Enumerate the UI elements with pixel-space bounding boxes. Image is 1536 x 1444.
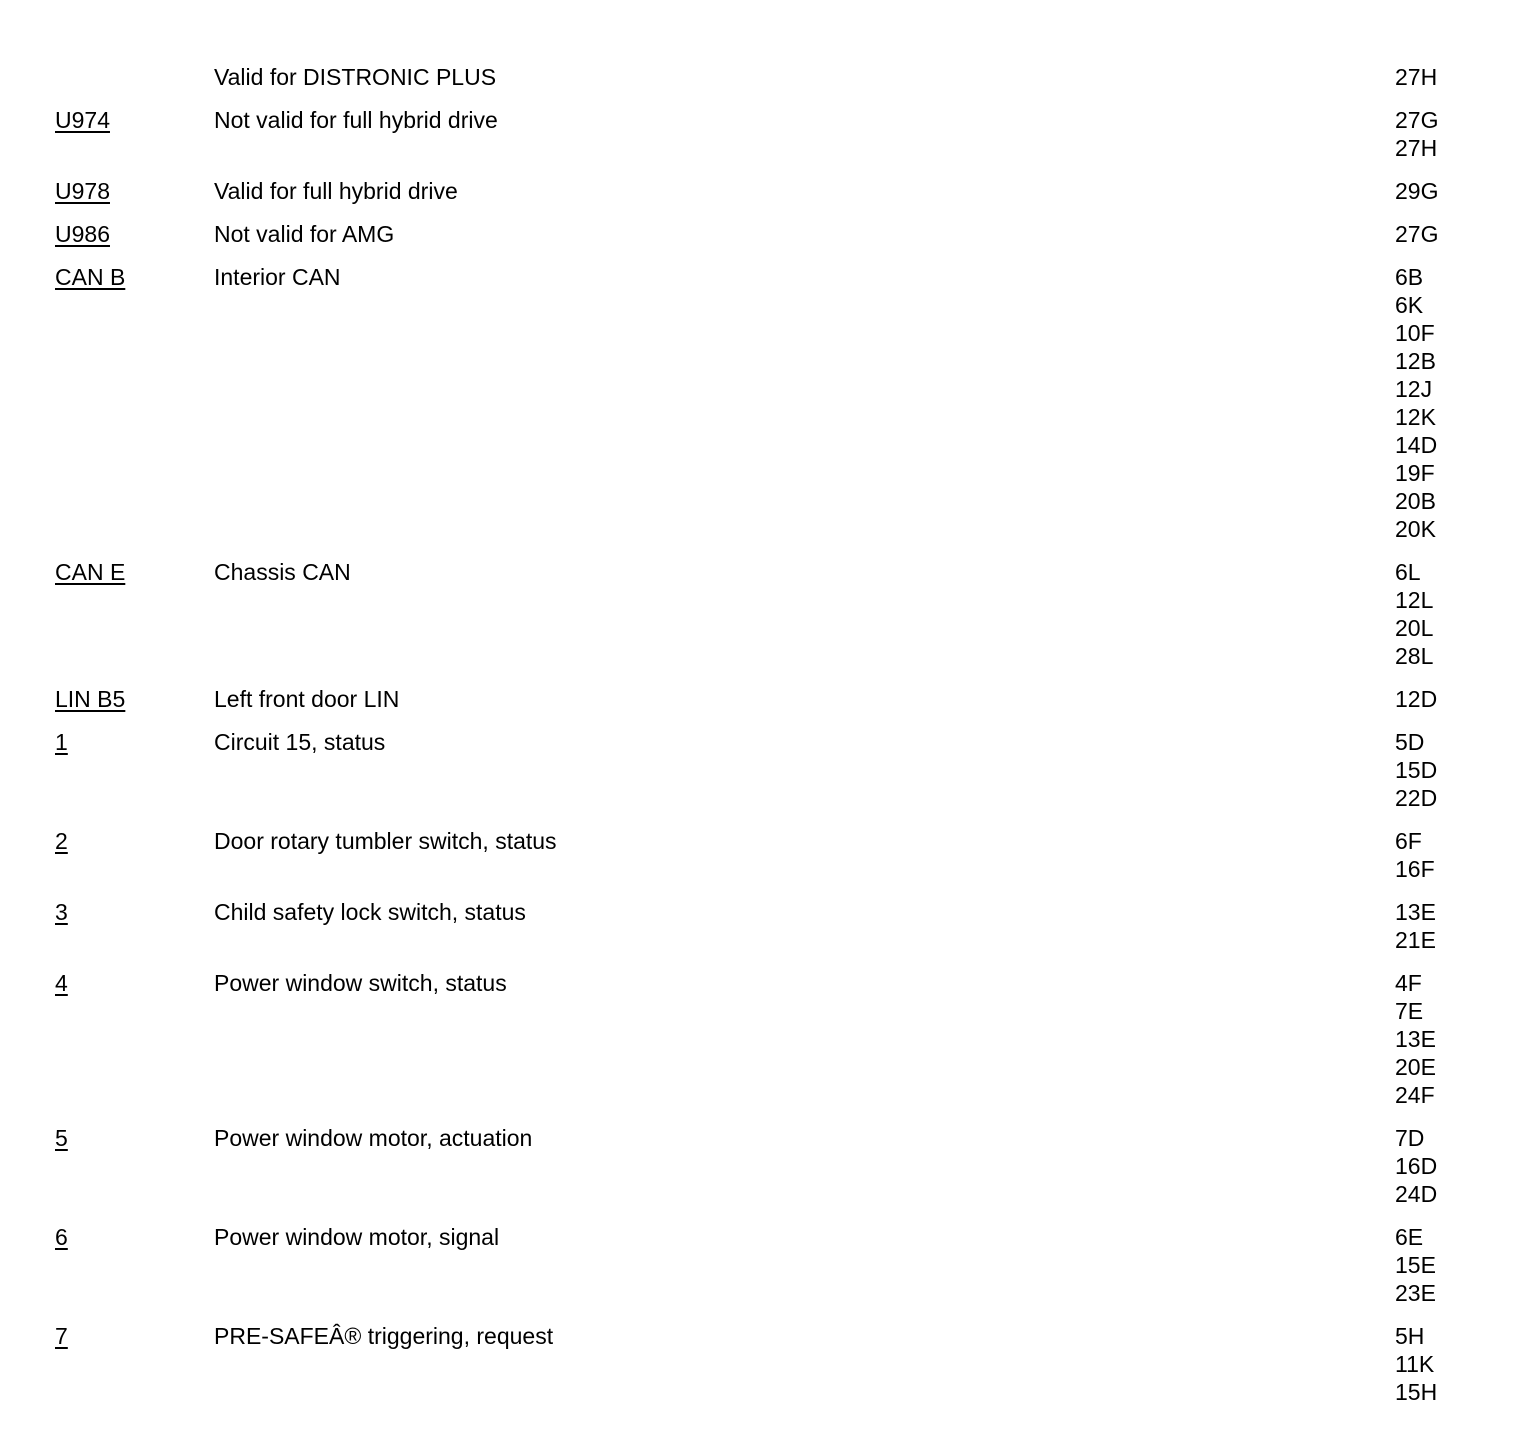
grid-reference-list bbox=[1395, 1124, 1475, 1208]
grid-reference: 6E bbox=[1395, 1224, 1424, 1250]
legend-entry bbox=[55, 728, 1475, 812]
grid-reference: 12L bbox=[1395, 587, 1434, 613]
grid-reference: 14D bbox=[1395, 432, 1438, 458]
grid-reference: 6L bbox=[1395, 559, 1421, 585]
grid-reference-list bbox=[1395, 1223, 1475, 1307]
signal-code: 2 bbox=[55, 828, 68, 854]
grid-reference: 21E bbox=[1395, 927, 1436, 953]
signal-description: Valid for full hybrid drive bbox=[214, 178, 458, 204]
grid-reference: 13E bbox=[1395, 899, 1436, 925]
signal-code: 5 bbox=[55, 1125, 68, 1151]
signal-code: 4 bbox=[55, 970, 68, 996]
legend-entry bbox=[55, 106, 1475, 162]
grid-reference: 28L bbox=[1395, 643, 1434, 669]
signal-code: CAN B bbox=[55, 264, 126, 290]
grid-reference: 15D bbox=[1395, 757, 1438, 783]
signal-code: 6 bbox=[55, 1224, 68, 1250]
grid-reference: 29G bbox=[1395, 178, 1439, 204]
grid-reference: 7E bbox=[1395, 998, 1424, 1024]
signal-description: Not valid for full hybrid drive bbox=[214, 107, 498, 133]
grid-reference: 13E bbox=[1395, 1026, 1436, 1052]
grid-reference: 12K bbox=[1395, 404, 1436, 430]
legend-entry bbox=[55, 177, 1475, 205]
signal-description: Valid for DISTRONIC PLUS bbox=[214, 64, 497, 90]
legend-entry bbox=[55, 969, 1475, 1109]
grid-reference-list bbox=[1395, 558, 1475, 670]
grid-reference-list bbox=[1395, 63, 1475, 91]
grid-reference-list bbox=[1395, 898, 1475, 954]
signal-code: U974 bbox=[55, 107, 110, 133]
legend-entry bbox=[55, 558, 1475, 670]
signal-description: Power window motor, signal bbox=[214, 1224, 500, 1250]
grid-reference: 15E bbox=[1395, 1252, 1436, 1278]
signal-code: U986 bbox=[55, 221, 110, 247]
legend-entry bbox=[55, 827, 1475, 883]
grid-reference: 12D bbox=[1395, 686, 1438, 712]
grid-reference-list bbox=[1395, 220, 1475, 248]
grid-reference: 27H bbox=[1395, 135, 1438, 161]
signal-code: 1 bbox=[55, 729, 68, 755]
grid-reference-list bbox=[1395, 728, 1475, 812]
signal-description: Not valid for AMG bbox=[214, 221, 395, 247]
grid-reference-list bbox=[1395, 969, 1475, 1109]
grid-reference: 23E bbox=[1395, 1280, 1436, 1306]
signal-description: Power window motor, actuation bbox=[214, 1125, 533, 1151]
grid-reference: 22D bbox=[1395, 785, 1438, 811]
signal-description: Child safety lock switch, status bbox=[214, 899, 526, 925]
grid-reference: 6F bbox=[1395, 828, 1422, 854]
grid-reference: 20L bbox=[1395, 615, 1434, 641]
grid-reference-list bbox=[1395, 106, 1475, 162]
grid-reference: 6B bbox=[1395, 264, 1424, 290]
signal-description: Circuit 15, status bbox=[214, 729, 386, 755]
legend-entry bbox=[55, 220, 1475, 248]
grid-reference: 6K bbox=[1395, 292, 1424, 318]
grid-reference: 27G bbox=[1395, 107, 1439, 133]
signal-code: 7 bbox=[55, 1323, 68, 1349]
signal-description: Power window switch, status bbox=[214, 970, 507, 996]
grid-reference: 19F bbox=[1395, 460, 1435, 486]
legend-entry bbox=[55, 1124, 1475, 1208]
grid-reference-list bbox=[1395, 177, 1475, 205]
grid-reference: 20E bbox=[1395, 1054, 1436, 1080]
grid-reference: 20K bbox=[1395, 516, 1436, 542]
grid-reference: 24F bbox=[1395, 1082, 1435, 1108]
signal-code: CAN E bbox=[55, 559, 126, 585]
signal-description: PRE-SAFEÂ® triggering, request bbox=[214, 1323, 554, 1349]
signal-description: Left front door LIN bbox=[214, 686, 400, 712]
grid-reference: 16D bbox=[1395, 1153, 1438, 1179]
grid-reference: 27H bbox=[1395, 64, 1438, 90]
grid-reference-list bbox=[1395, 1322, 1475, 1406]
grid-reference: 16F bbox=[1395, 856, 1435, 882]
legend-entry bbox=[55, 1322, 1475, 1406]
grid-reference: 15H bbox=[1395, 1379, 1438, 1405]
signal-description: Door rotary tumbler switch, status bbox=[214, 828, 557, 854]
grid-reference: 11K bbox=[1395, 1351, 1435, 1377]
grid-reference: 27G bbox=[1395, 221, 1439, 247]
grid-reference-list bbox=[1395, 263, 1475, 543]
grid-reference: 5H bbox=[1395, 1323, 1425, 1349]
grid-reference: 5D bbox=[1395, 729, 1425, 755]
signal-description: Chassis CAN bbox=[214, 559, 351, 585]
signal-code: LIN B5 bbox=[55, 686, 126, 712]
legend-entry bbox=[55, 1223, 1475, 1307]
grid-reference: 10F bbox=[1395, 320, 1435, 346]
signal-code: 3 bbox=[55, 899, 68, 925]
grid-reference: 4F bbox=[1395, 970, 1422, 996]
grid-reference: 20B bbox=[1395, 488, 1436, 514]
grid-reference-list bbox=[1395, 827, 1475, 883]
signal-description: Interior CAN bbox=[214, 264, 341, 290]
legend-entry bbox=[55, 63, 1475, 91]
legend-entry bbox=[55, 898, 1475, 954]
signal-code: U978 bbox=[55, 178, 110, 204]
legend-entry bbox=[55, 263, 1475, 543]
grid-reference-list bbox=[1395, 685, 1475, 713]
grid-reference: 24D bbox=[1395, 1181, 1438, 1207]
legend-entry bbox=[55, 685, 1475, 713]
legend-list bbox=[55, 63, 1475, 1421]
grid-reference: 7D bbox=[1395, 1125, 1425, 1151]
grid-reference: 12J bbox=[1395, 376, 1433, 402]
grid-reference: 12B bbox=[1395, 348, 1436, 374]
